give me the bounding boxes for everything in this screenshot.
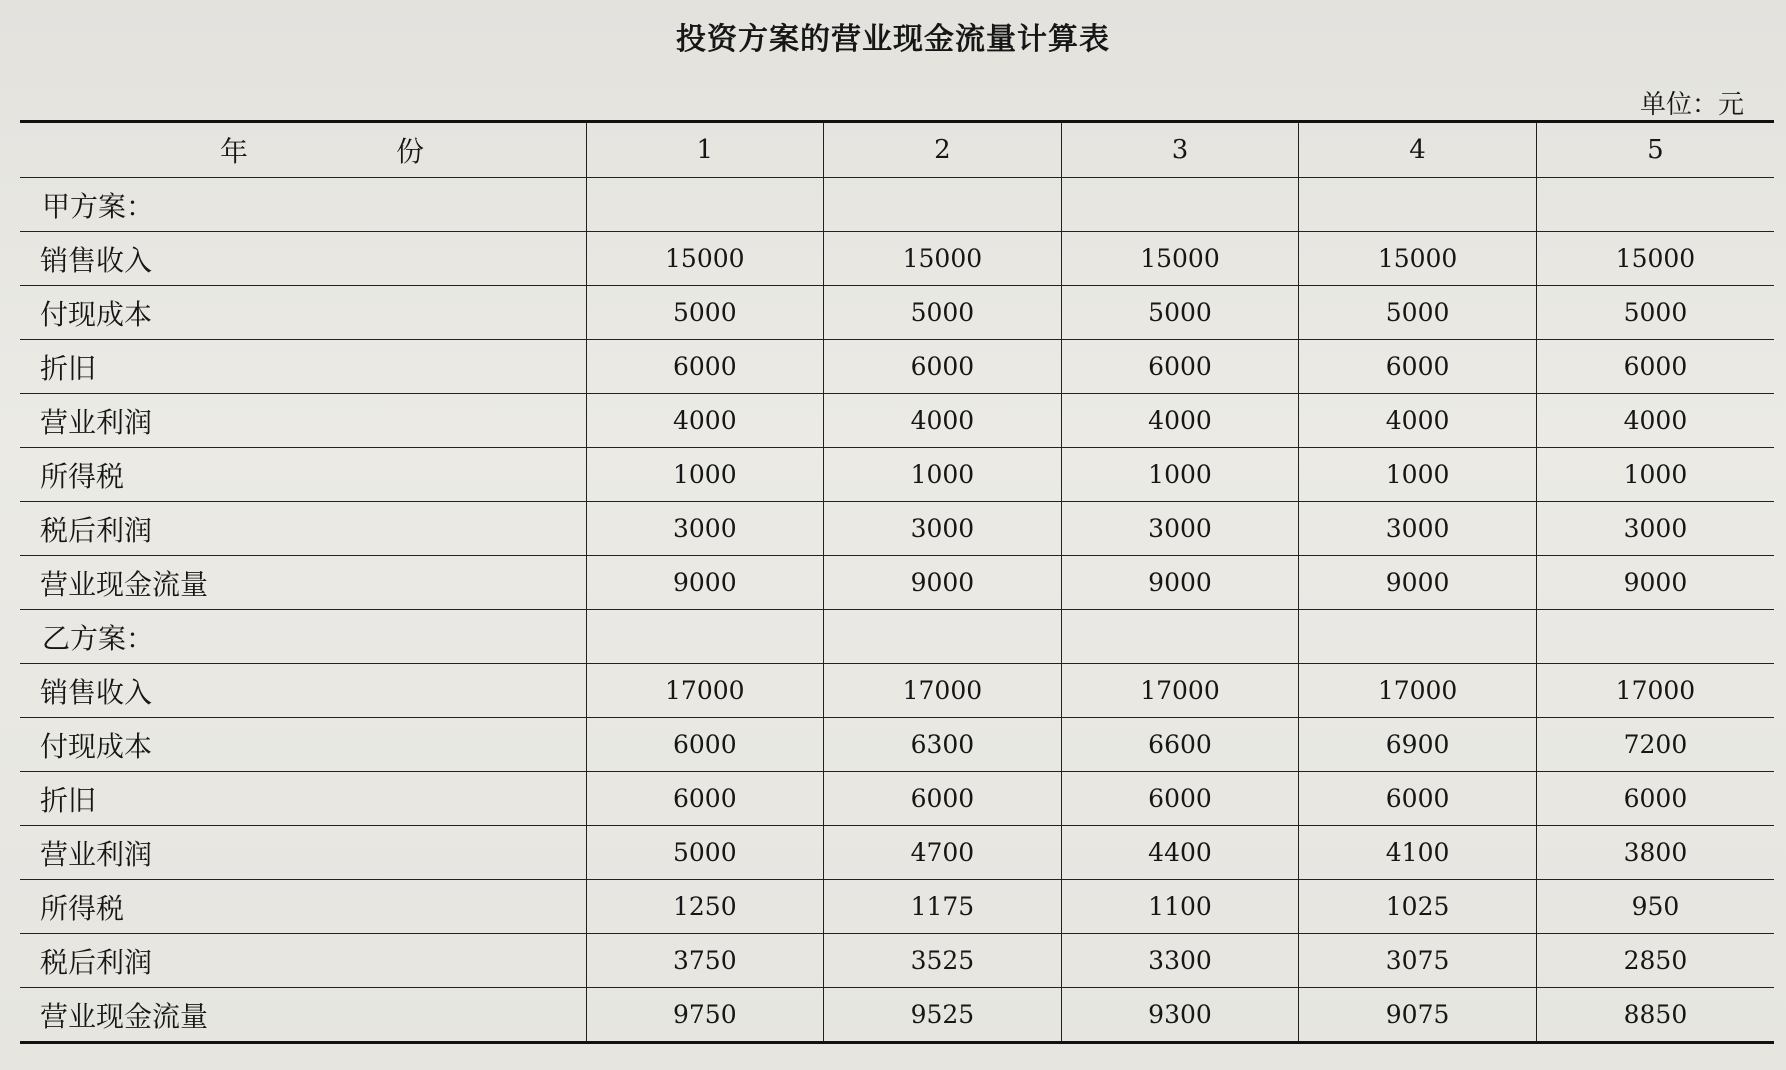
table-row <box>20 880 1774 934</box>
cell-value: 3000 <box>1536 502 1774 556</box>
cell-value: 1000 <box>1299 448 1537 502</box>
cell-value: 6000 <box>586 718 824 772</box>
table-row <box>20 664 1774 718</box>
cell-value: 15000 <box>824 232 1062 286</box>
cell-value: 15000 <box>1536 232 1774 286</box>
table-row <box>20 826 1774 880</box>
cash-flow-table <box>20 120 1774 1044</box>
header-year: 年 份 <box>20 122 586 178</box>
table-row <box>20 718 1774 772</box>
cell-value: 9000 <box>1299 556 1537 610</box>
cell-value: 5000 <box>1061 286 1299 340</box>
cell-value: 950 <box>1536 880 1774 934</box>
row-label: 付现成本 <box>20 718 586 772</box>
row-label: 营业现金流量 <box>20 556 586 610</box>
cell-value: 17000 <box>1061 664 1299 718</box>
row-label: 折旧 <box>20 340 586 394</box>
cell-value: 1175 <box>824 880 1062 934</box>
cell-value: 6000 <box>586 772 824 826</box>
cell-value: 3000 <box>1299 502 1537 556</box>
cell-value: 4100 <box>1299 826 1537 880</box>
cell-value: 3525 <box>824 934 1062 988</box>
row-label: 营业利润 <box>20 826 586 880</box>
table-row <box>20 340 1774 394</box>
cell-value: 5000 <box>586 826 824 880</box>
table-row <box>20 772 1774 826</box>
cell-value: 6000 <box>824 340 1062 394</box>
unit-label: 单位：元 <box>1639 90 1744 120</box>
cell-value: 6900 <box>1299 718 1537 772</box>
table-row <box>20 286 1774 340</box>
table-row <box>20 988 1774 1043</box>
cell-value: 1000 <box>1061 448 1299 502</box>
row-label: 税后利润 <box>20 934 586 988</box>
cell-value: 6000 <box>824 772 1062 826</box>
cell-value: 9525 <box>824 988 1062 1043</box>
cell-value: 9000 <box>586 556 824 610</box>
cell-value: 4000 <box>824 394 1062 448</box>
table-row <box>20 394 1774 448</box>
row-label: 销售收入 <box>20 664 586 718</box>
cell-value: 3300 <box>1061 934 1299 988</box>
cell-value: 17000 <box>1536 664 1774 718</box>
section-label-plan-b: 乙方案： <box>20 610 586 664</box>
cell-value: 15000 <box>586 232 824 286</box>
section-row-plan-a <box>20 178 1774 232</box>
cell-value: 5000 <box>1536 286 1774 340</box>
cell-value: 4700 <box>824 826 1062 880</box>
table-row <box>20 502 1774 556</box>
cell-value: 15000 <box>1061 232 1299 286</box>
table-title: 投资方案的营业现金流量计算表 <box>676 22 1110 57</box>
cell-value: 4400 <box>1061 826 1299 880</box>
cell-value: 9300 <box>1061 988 1299 1043</box>
cell-value: 9000 <box>1061 556 1299 610</box>
header-year-1: 1 <box>586 122 824 178</box>
header-year-4: 4 <box>1299 122 1537 178</box>
cell-value: 3000 <box>1061 502 1299 556</box>
cell-value: 6000 <box>1061 772 1299 826</box>
cell-value: 6000 <box>1299 772 1537 826</box>
cell-value: 3800 <box>1536 826 1774 880</box>
cell-value: 4000 <box>1061 394 1299 448</box>
cell-value: 6000 <box>586 340 824 394</box>
cell-value: 9000 <box>824 556 1062 610</box>
row-label: 折旧 <box>20 772 586 826</box>
cell-value: 1000 <box>824 448 1062 502</box>
cell-value: 15000 <box>1299 232 1537 286</box>
cell-value: 9075 <box>1299 988 1537 1043</box>
cell-value: 6300 <box>824 718 1062 772</box>
cell-value: 2850 <box>1536 934 1774 988</box>
cell-value: 6000 <box>1536 340 1774 394</box>
section-label-plan-a: 甲方案： <box>20 178 586 232</box>
cell-value: 1025 <box>1299 880 1537 934</box>
row-label: 营业现金流量 <box>20 988 586 1043</box>
table-row <box>20 934 1774 988</box>
row-label: 所得税 <box>20 448 586 502</box>
cell-value: 17000 <box>586 664 824 718</box>
cell-value: 8850 <box>1536 988 1774 1043</box>
header-year-2: 2 <box>824 122 1062 178</box>
table-row <box>20 448 1774 502</box>
cell-value: 6000 <box>1299 340 1537 394</box>
header-year-5: 5 <box>1536 122 1774 178</box>
cell-value: 5000 <box>824 286 1062 340</box>
cell-value: 17000 <box>1299 664 1537 718</box>
cell-value: 9000 <box>1536 556 1774 610</box>
cell-value: 4000 <box>1299 394 1537 448</box>
cell-value: 1250 <box>586 880 824 934</box>
table-row <box>20 232 1774 286</box>
header-year-3: 3 <box>1061 122 1299 178</box>
cell-value: 4000 <box>586 394 824 448</box>
cell-value: 3000 <box>824 502 1062 556</box>
row-label: 所得税 <box>20 880 586 934</box>
cell-value: 3075 <box>1299 934 1537 988</box>
header-row <box>20 122 1774 178</box>
section-row-plan-b <box>20 610 1774 664</box>
cell-value: 1000 <box>1536 448 1774 502</box>
cell-value: 4000 <box>1536 394 1774 448</box>
cell-value: 17000 <box>824 664 1062 718</box>
cell-value: 1000 <box>586 448 824 502</box>
cell-value: 3000 <box>586 502 824 556</box>
cell-value: 9750 <box>586 988 824 1043</box>
cell-value: 6000 <box>1536 772 1774 826</box>
cell-value: 7200 <box>1536 718 1774 772</box>
row-label: 付现成本 <box>20 286 586 340</box>
row-label: 营业利润 <box>20 394 586 448</box>
cell-value: 3750 <box>586 934 824 988</box>
row-label: 销售收入 <box>20 232 586 286</box>
cell-value: 5000 <box>1299 286 1537 340</box>
cell-value: 6600 <box>1061 718 1299 772</box>
cell-value: 1100 <box>1061 880 1299 934</box>
table-row <box>20 556 1774 610</box>
cell-value: 5000 <box>586 286 824 340</box>
row-label: 税后利润 <box>20 502 586 556</box>
cell-value: 6000 <box>1061 340 1299 394</box>
